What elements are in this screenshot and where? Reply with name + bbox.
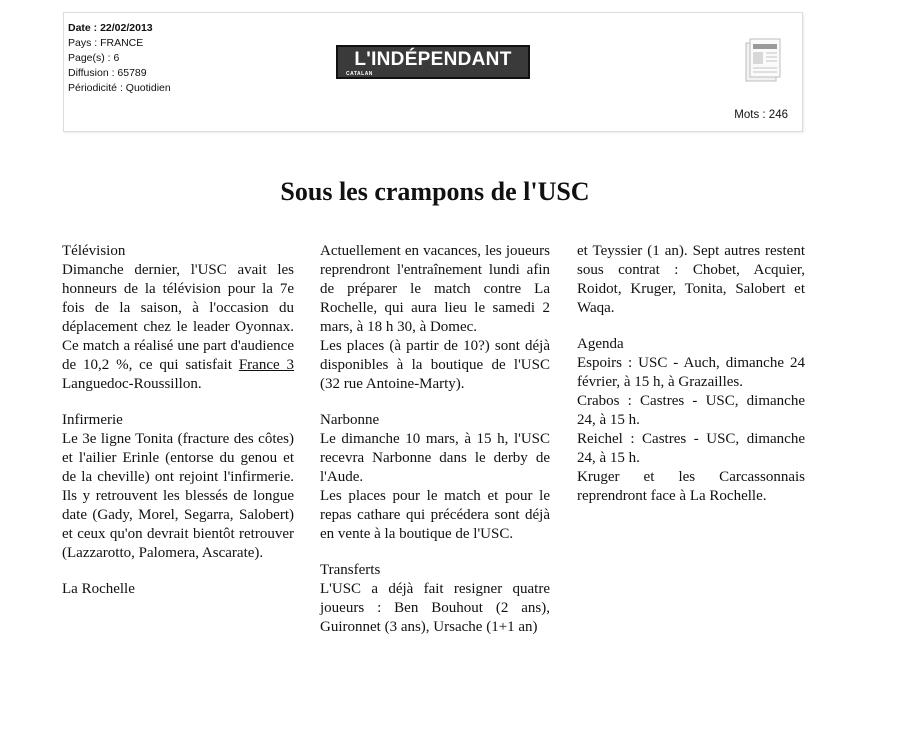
date-line: Date : 22/02/2013 xyxy=(68,22,153,34)
country-line: Pays : FRANCE xyxy=(68,37,144,49)
transferts-paragraph: L'USC a déjà fait resigner quatre joueurs : Ben Bouhout (2 ans), Guironnet (3 ans), Ursache (1+1 an) xyxy=(320,581,550,635)
press-metadata xyxy=(68,21,171,96)
section-heading-agenda: Agenda xyxy=(577,336,624,352)
section-heading-narbonne: Narbonne xyxy=(320,412,380,428)
periodicity-line: Périodicité : Quotidien xyxy=(68,82,171,94)
section-heading-television: Télévision xyxy=(62,243,126,259)
newspaper-logo xyxy=(336,45,530,79)
section-heading-transferts: Transferts xyxy=(320,562,381,578)
agenda-crabos: Crabos : Castres - USC, dimanche 24, à 15 h. xyxy=(577,393,805,428)
la-rochelle-paragraph: Actuellement en vacances, les joueurs reprendront l'entraînement lundi afin de préparer le match contre La Rochelle, qui aura lieu le samedi 2 mars, à 18 h 30, à Domec. xyxy=(320,243,550,335)
section-heading-la-rochelle: La Rochelle xyxy=(62,581,135,597)
la-rochelle-tickets: Les places (à partir de 10?) sont déjà disponibles à la boutique de l'USC (32 rue Antoine-Marty). xyxy=(320,338,550,392)
television-paragraph xyxy=(62,261,294,375)
article-title: Sous les crampons de l'USC xyxy=(280,177,590,206)
logo-text: L'INDÉPENDANT xyxy=(354,49,512,70)
infirmerie-paragraph: Le 3e ligne Tonita (fracture des côtes) et l'ailier Erinle (entorse du genou et de la cheville) ont rejoint l'infirmerie. Ils y retrouvent les blessés de longue date (Gady, Morel, Segarra, Salobert) et ceux qu'on devrait bientôt retrouver (Lazzarotto, Palomera, Ascarate). xyxy=(62,431,294,561)
article-column-1 xyxy=(62,242,294,599)
press-header xyxy=(63,12,803,132)
logo-subtitle: CATALAN xyxy=(346,71,373,77)
word-count: Mots : 246 xyxy=(734,109,788,121)
agenda-kruger: Kruger et les Carcassonnais reprendront face à La Rochelle. xyxy=(577,469,805,504)
circulation-line: Diffusion : 65789 xyxy=(68,67,147,79)
article-column-3 xyxy=(577,242,805,506)
press-stack-icon xyxy=(740,35,784,85)
agenda-espoirs: Espoirs : USC - Auch, dimanche 24 février, à 15 h, à Grazailles. xyxy=(577,355,805,390)
transferts-continued: et Teyssier (1 an). Sept autres restent sous contrat : Chobet, Acquier, Roidot, Kruger, Tonita, Salobert et Waqa. xyxy=(577,243,805,316)
tv-region: Languedoc-Roussillon. xyxy=(62,376,202,392)
narbonne-paragraph: Le dimanche 10 mars, à 15 h, l'USC recevra Narbonne dans le derby de l'Aude. xyxy=(320,431,550,485)
pages-line: Page(s) : 6 xyxy=(68,52,120,64)
agenda-reichel: Reichel : Castres - USC, dimanche 24, à 15 h. xyxy=(577,431,805,466)
tv-channel-name: France 3 xyxy=(238,357,294,373)
television-body: Dimanche dernier, l'USC avait les honneurs de la télévision pour la 7e fois de la saison, à l'occasion du déplacement chez le leader Oyonnax. Ce match a réalisé une part d'audience de 10,2 %, ce qui satisfait xyxy=(62,262,294,373)
article-column-2 xyxy=(320,242,550,637)
narbonne-tickets: Les places pour le match et pour le repas cathare qui précédera sont déjà en vente à la boutique de l'USC. xyxy=(320,488,550,542)
section-heading-infirmerie: Infirmerie xyxy=(62,412,123,428)
